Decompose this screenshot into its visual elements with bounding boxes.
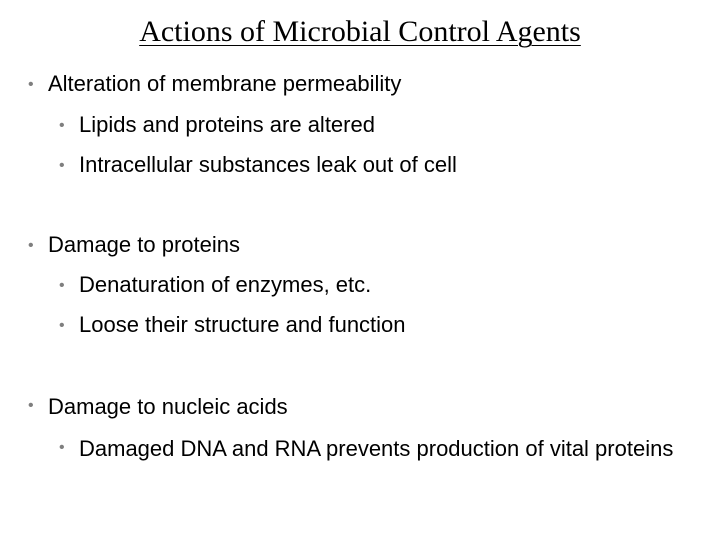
sub-bullet-item: Damaged DNA and RNA prevents production of vital proteins — [79, 436, 674, 461]
bullet-item: Damage to nucleic acids — [48, 394, 288, 419]
bullet-item: Alteration of membrane permeability — [48, 71, 402, 96]
sub-bullet-item: Intracellular substances leak out of cell — [79, 152, 457, 177]
sub-bullet-marker: • — [59, 317, 65, 334]
sub-bullet-item: Denaturation of enzymes, etc. — [79, 272, 372, 297]
sub-bullet-marker: • — [59, 157, 65, 174]
sub-bullet-item: Lipids and proteins are altered — [79, 112, 375, 137]
sub-bullet-marker: • — [59, 117, 65, 134]
sub-bullet-marker: • — [59, 439, 65, 456]
sub-bullet-item: Loose their structure and function — [79, 312, 406, 337]
bullet-marker: • — [28, 237, 34, 254]
bullet-marker: • — [28, 397, 34, 414]
bullet-marker: • — [28, 76, 34, 93]
bullet-item: Damage to proteins — [48, 232, 240, 257]
sub-bullet-marker: • — [59, 277, 65, 294]
slide-title: Actions of Microbial Control Agents — [139, 15, 581, 48]
